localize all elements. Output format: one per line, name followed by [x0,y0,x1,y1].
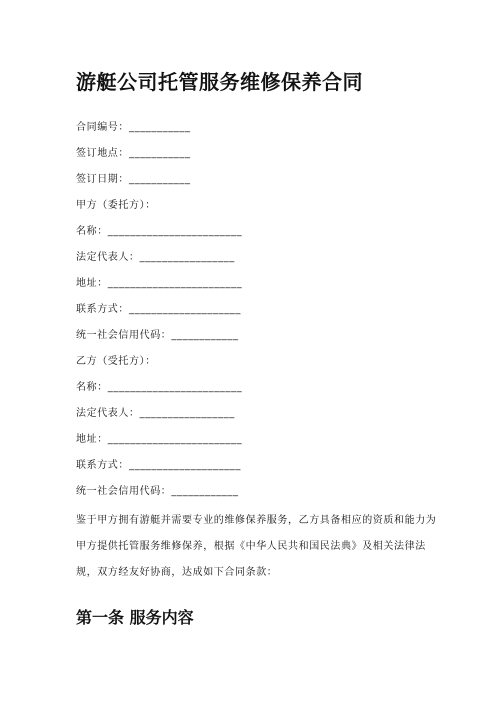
party-b-heading: 乙方（受托方）： [76,356,156,367]
party-a-contact-field: 联系方式：____________________ [76,304,241,315]
preamble-line: 甲方提供托管服务维修保养，根据《中华人民共和国民法典》及相关法律法 [76,541,426,552]
party-a-credit-code-field: 统一社会信用代码：____________ [76,330,239,341]
signing-place-field: 签订地点：___________ [76,148,191,159]
party-b-contact-field: 联系方式：____________________ [76,460,241,471]
party-b-credit-code-field: 统一社会信用代码：____________ [76,486,239,497]
party-a-heading: 甲方（委托方）： [76,200,156,211]
party-a-address-field: 地址：________________________ [76,278,243,289]
section-heading: 第一条 服务内容 [76,608,194,627]
party-b-address-field: 地址：________________________ [76,434,243,445]
preamble-line: 规，双方经友好协商，达成如下合同条款： [76,567,278,578]
contract-number-field: 合同编号：___________ [76,122,191,133]
party-a-name-field: 名称：________________________ [76,226,243,237]
preamble-line: 鉴于甲方拥有游艇并需要专业的维修保养服务，乙方具备相应的资质和能力为 [76,515,437,526]
preamble-paragraph [76,508,437,586]
party-b-name-field: 名称：________________________ [76,382,243,393]
document-title: 游艇公司托管服务维修保养合同 [76,70,363,94]
signing-date-field: 签订日期：___________ [76,174,191,185]
party-b-representative-field: 法定代表人：_________________ [76,408,235,419]
party-a-representative-field: 法定代表人：_________________ [76,252,235,263]
